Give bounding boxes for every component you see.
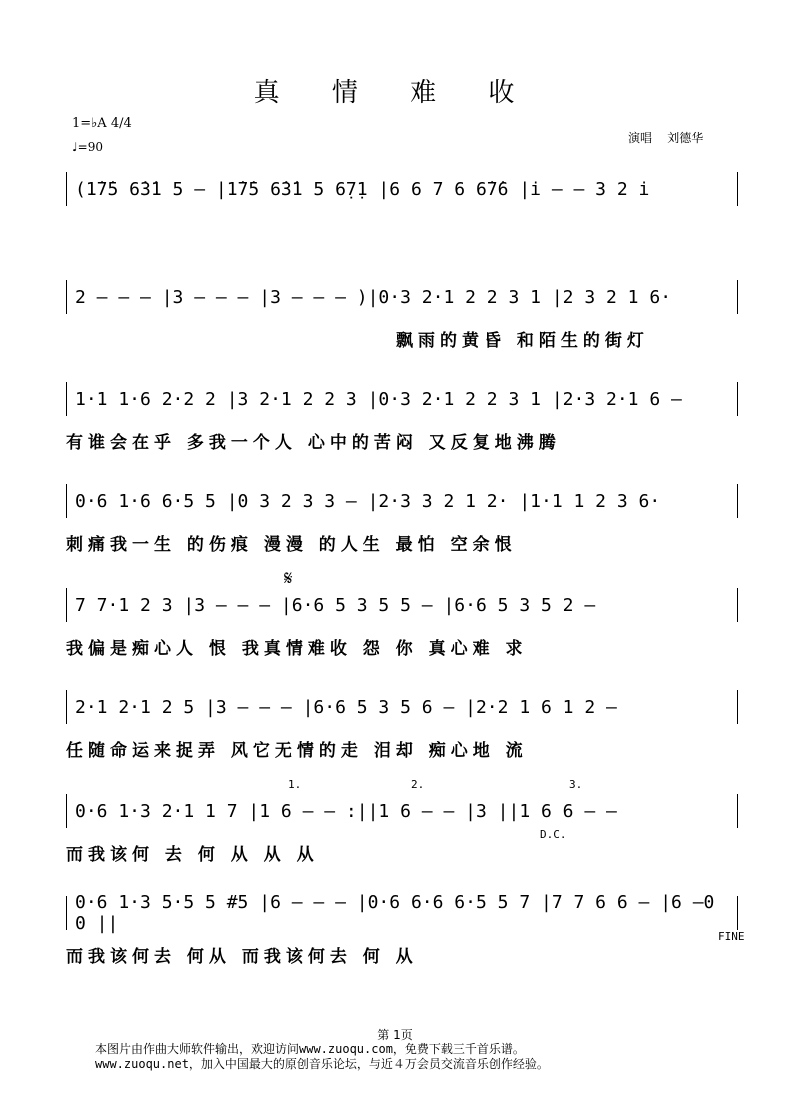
lyrics-row: 刺痛我一生 的伤痕 漫漫 的人生 最怕 空余恨: [66, 535, 517, 555]
volta-3: 3.: [569, 778, 583, 791]
notes-row: 2 – – – |3 – – – |3 – – – )|0·3 2·1 2 2 3 1 |2 3 2 1 6·: [66, 280, 738, 314]
score-system-2: [66, 280, 738, 376]
dc-mark: D.C.: [540, 828, 567, 841]
lyrics-row: 任随命运来捉弄 风它无情的走 泪却 痴心地 流: [66, 741, 528, 761]
singer-credit: [628, 129, 703, 146]
score-system-7: [66, 778, 738, 890]
score-system-6: [66, 690, 738, 786]
score-system-5: [66, 566, 738, 684]
notes-row: 0·6 1·3 5·5 5 #5 |6 – – – |0·6 6·6 6·5 5 7 |7 7 6 6 – |6 –0 0 ||: [66, 896, 738, 930]
footer-text-1: 本图片由作曲大师软件输出，欢迎访问www.zuoqu.com，免费下载三千首乐谱。: [95, 1042, 525, 1056]
song-title: 真 情 难 收: [253, 78, 537, 108]
score-system-1: [66, 172, 738, 268]
lyrics-row: 而我该何去 何从 而我该何去 何 从: [66, 947, 418, 967]
key-signature: 1=♭A 4/4: [72, 116, 132, 131]
volta-2: 2.: [411, 778, 425, 791]
notes-row: 0·6 1·3 2·1 1 7 |1 6 – – :||1 6 – – |3 ||1 6 6 – –: [66, 794, 738, 828]
notes-row: 2·1 2·1 2 5 |3 – – – |6·6 5 3 5 6 – |2·2 1 6 1 2 –: [66, 690, 738, 724]
singer-label: 演唱: [628, 131, 653, 145]
singer-name: 刘德华: [667, 131, 704, 145]
volta-1: 1.: [288, 778, 302, 791]
score-system-3: [66, 382, 738, 478]
fine-mark: FINE: [718, 930, 745, 943]
page-number: 第 1页: [377, 1028, 413, 1042]
notes-row: 0·6 1·6 6·5 5 |0 3 2 3 3 – |2·3 3 2 1 2· |1·1 1 2 3 6·: [66, 484, 738, 518]
tempo-marking: ♩=90: [72, 140, 103, 154]
lyrics-row: 有谁会在乎 多我一个人 心中的苦闷 又反复地沸腾: [66, 433, 561, 453]
notes-row: 7 7·1 2 3 |3 – – – |6·6 5 3 5 5 – |6·6 5 3 5 2 –: [66, 588, 738, 622]
segno-mark: 𝄋: [284, 566, 293, 590]
lyrics-row: 飘雨的黄昏 和陌生的街灯: [396, 331, 649, 351]
footer-text-2: www.zuoqu.net，加入中国最大的原创音乐论坛，与近４万会员交流音乐创作经验。: [95, 1057, 549, 1071]
notes-row: 1·1 1·6 2·2 2 |3 2·1 2 2 3 |0·3 2·1 2 2 3 1 |2·3 2·1 6 –: [66, 382, 738, 416]
score-system-8: [66, 892, 745, 992]
score-system-4: [66, 484, 738, 580]
lyrics-row: 我偏是痴心人 恨 我真情难收 怨 你 真心难 求: [66, 639, 528, 659]
notes-row: (1̇7̇5 6̇3̇1 5 – |1̇7̇5 6̇3̇1 5 6̣7̣1 |6 6 7 6 6̇7̇6 |i – – 3 2 i: [66, 172, 738, 206]
lyrics-row: 而我该何 去 何 从 从 从: [66, 845, 319, 865]
